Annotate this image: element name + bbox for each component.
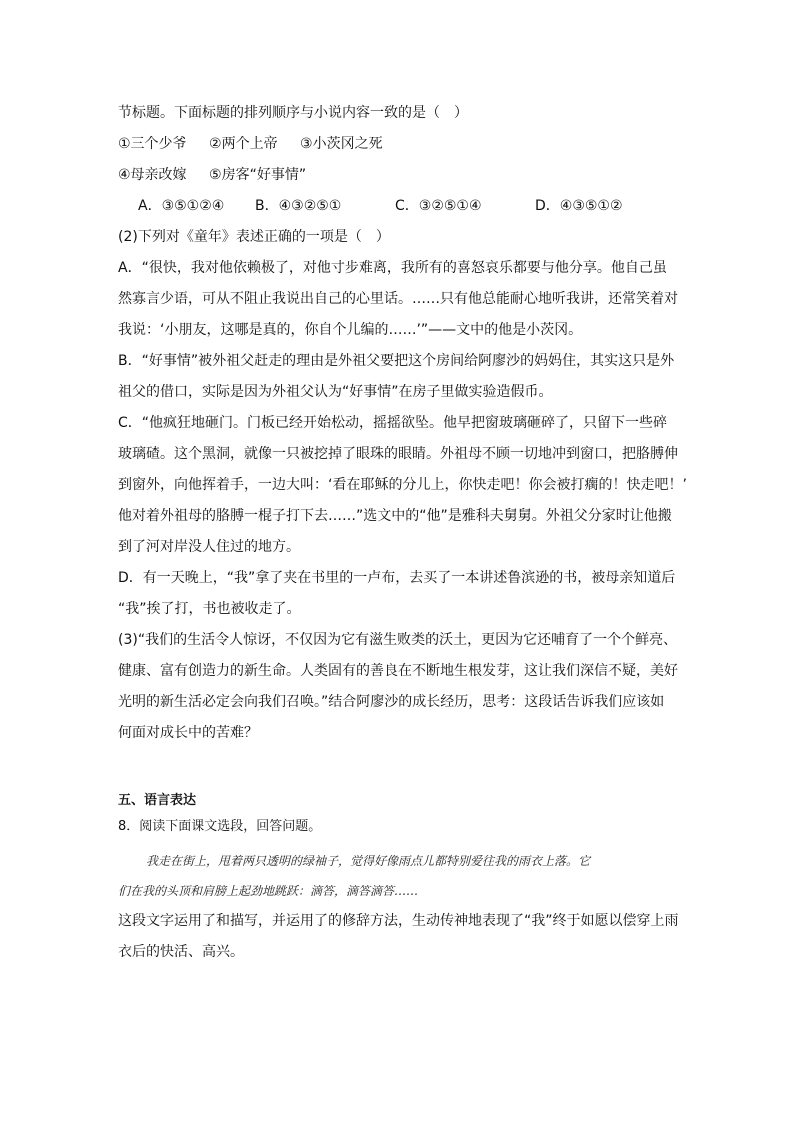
choice-c: C．③②⑤①④ xyxy=(395,198,482,214)
option-d-line-2: “我”挨了打，书也被收走了。 xyxy=(118,601,301,617)
option-c-line-3: 到窗外，向他挥着手，一边大叫：‘看在耶稣的分儿上，你快走吧！你会被打瘸的！快走吧！’ xyxy=(118,477,687,493)
question-3-line-1: (3)“我们的生活令人惊讶，不仅因为它有滋生败类的沃土，更因为它还哺育了一个个鲜亮、 xyxy=(118,632,678,648)
option-5: ⑤房客“好事情” xyxy=(209,167,307,183)
option-4: ④母亲改嫁 xyxy=(118,167,187,183)
option-3: ③小茨冈之死 xyxy=(300,136,383,152)
option-c-line-5: 到了河对岸没人住过的地方。 xyxy=(118,539,300,555)
answer-line-2: 衣后的快活、高兴。 xyxy=(118,944,244,960)
option-1: ①三个少爷 xyxy=(118,136,187,152)
option-a-line-2: 然寡言少语，可从不阻止我说出自己的心里话。……只有他总能耐心地听我讲，还常笑着对 xyxy=(118,291,678,307)
choice-b: B．④③②⑤① xyxy=(255,198,342,214)
option-c-line-1: C．“他疯狂地砸门。门板已经开始松动，摇摇欲坠。他早把窗玻璃砸碎了，只留下一些碎 xyxy=(118,415,668,431)
question-3-line-2: 健康、富有创造力的新生命。人类固有的善良在不断地生根发芽，这让我们深信不疑，美好 xyxy=(118,663,678,679)
choice-a: A．③⑤①②④ xyxy=(138,198,225,214)
option-a-line-3: 我说：‘小朋友，这哪是真的，你自个儿编的……’”——文中的他是小茨冈。 xyxy=(118,322,583,338)
question-stem-line: 节标题。下面标题的排列顺序与小说内容一致的是（ ） xyxy=(118,105,468,121)
option-2: ②两个上帝 xyxy=(209,136,278,152)
options-row-2 xyxy=(118,166,324,184)
question-3-line-3: 光明的新生活必定会向我们召唤。”结合阿廖沙的成长经历，思考：这段话告诉我们应该如 xyxy=(118,694,665,710)
question-8-stem: 8．阅读下面课文选段，回答问题。 xyxy=(118,819,322,834)
section-heading: 五、语言表达 xyxy=(118,793,197,808)
question-3-line-4: 何面对成长中的苦难？ xyxy=(118,725,258,741)
option-b-line-1: B．“好事情”被外祖父赶走的理由是外祖父要把这个房间给阿廖沙的妈妈住，其实这只是外 xyxy=(118,353,675,369)
option-a-line-1: A．“很快，我对他依赖极了，对他寸步难离，我所有的喜怒哀乐都要与他分享。他自己虽 xyxy=(118,260,667,276)
options-row-1 xyxy=(118,135,401,153)
option-c-line-4: 他对着外祖母的胳膊一棍子打下去……”选文中的“他”是雅科夫舅舅。外祖父分家时让他搬 xyxy=(118,508,672,524)
answer-choices xyxy=(138,197,623,215)
option-b-line-2: 祖父的借口，实际是因为外祖父认为“好事情”在房子里做实验造假币。 xyxy=(118,384,553,400)
choice-d: D．④③⑤①② xyxy=(535,198,623,214)
option-d-line-1: D．有一天晚上，“我”拿了夹在书里的一卢布，去买了一本讲述鲁滨逊的书，被母亲知道后 xyxy=(118,570,676,586)
answer-line-1: 这段文字运用了和描写，并运用了的修辞方法，生动传神地表现了“我”终于如愿以偿穿上雨 xyxy=(118,913,679,929)
option-c-line-2: 玻璃碴。这个黑洞，就像一只被挖掉了眼珠的眼睛。外祖母不顾一切地冲到窗口，把胳膊伸 xyxy=(118,446,678,462)
question-2-stem: (2)下列对《童年》表述正确的一项是（ ） xyxy=(118,229,390,245)
excerpt-line-2: 们在我的头顶和肩膀上起劲地跳跃：滴答，滴答滴答…… xyxy=(118,884,419,898)
excerpt-line-1: 我走在街上，甩着两只透明的绿袖子，觉得好像雨点儿都特别爱往我的雨衣上落。它 xyxy=(146,854,591,868)
